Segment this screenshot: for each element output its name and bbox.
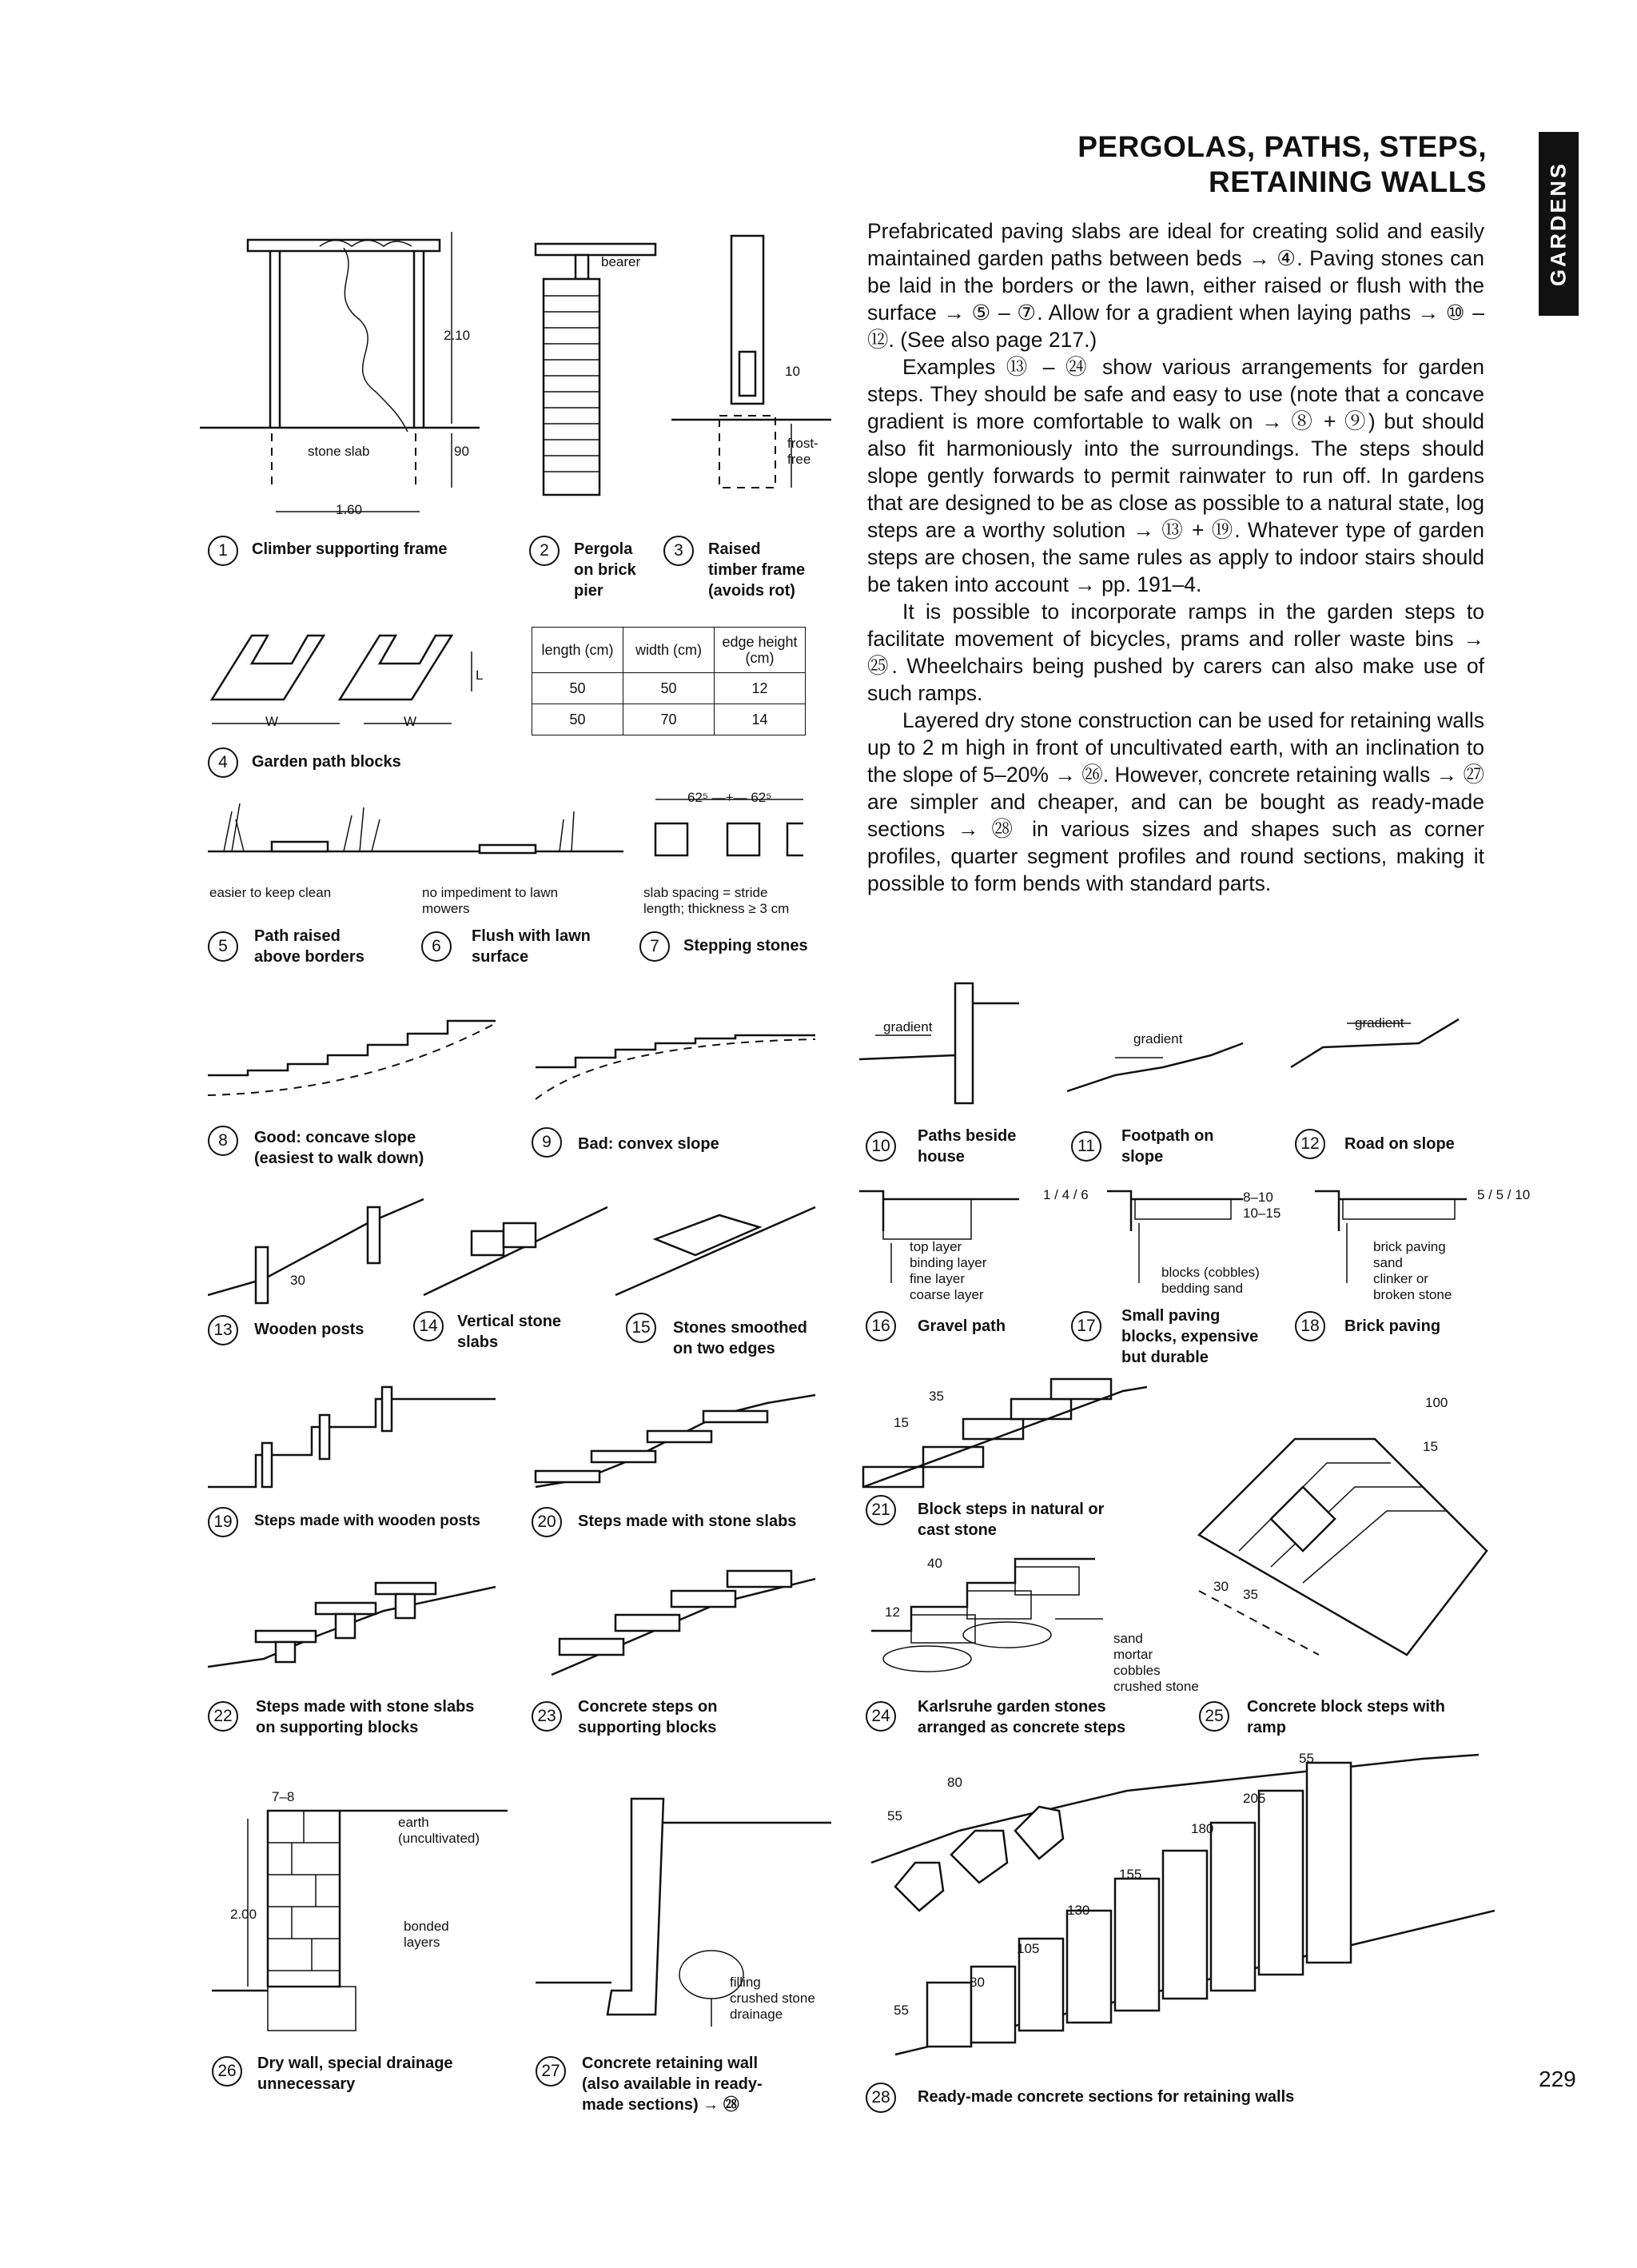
page-number: 229 <box>1539 2067 1576 2091</box>
fig23-number: 23 <box>532 1701 562 1732</box>
fig24-layer-labels: sand mortar cobbles crushed stone <box>1113 1631 1199 1694</box>
table-cell: 50 <box>623 673 715 704</box>
fig10-caption: Paths beside house <box>918 1127 1017 1166</box>
figure-22-23-drawing <box>208 1555 831 1683</box>
fig7-note: slab spacing = stride length; thickness ≥ 3 cm <box>643 885 790 916</box>
fig28-height-5: 155 <box>1119 1867 1142 1882</box>
fig4-caption: Garden path blocks <box>252 753 401 771</box>
fig9-number: 9 <box>532 1127 562 1158</box>
fig24-number: 24 <box>866 1701 896 1732</box>
fig1-stone-slab-label: stone slab <box>308 444 370 459</box>
fig28-height-1: 55 <box>894 2003 909 2018</box>
figure-10-12-drawing <box>859 979 1499 1115</box>
table-row <box>532 673 806 704</box>
fig28-height-6: 180 <box>1191 1821 1214 1836</box>
paragraph-4: Layered dry stone construction can be used for retaining walls up to 2 m high in front of uncultivated earth, with an inclination to the slope of 5–20% → ㉖. However, concrete retaining walls → ㉗ are simpler and cheaper, and can be bought as ready-made sections → ㉘ in various sizes and shapes such as corner profiles, quarter segment profiles and round sections, making it possible to form bends with standard parts. <box>867 708 1484 895</box>
title-line-2: RETAINING WALLS <box>1208 165 1487 198</box>
page-title <box>767 130 1487 200</box>
fig25-number: 25 <box>1199 1701 1229 1732</box>
title-line-1: PERGOLAS, PATHS, STEPS, <box>1077 130 1487 163</box>
fig17-layer-labels: blocks (cobbles) bedding sand <box>1161 1265 1260 1296</box>
fig14-caption: Vertical stone slabs <box>457 1313 562 1351</box>
fig18-caption: Brick paving <box>1344 1317 1441 1335</box>
fig11-number: 11 <box>1071 1131 1101 1162</box>
fig5-caption: Path raised above borders <box>254 927 364 966</box>
table-row <box>532 704 806 735</box>
fig25-caption: Concrete block steps with ramp <box>1247 1698 1445 1736</box>
fig1-caption: Climber supporting frame <box>252 540 448 558</box>
fig15-caption: Stones smoothed on two edges <box>673 1319 807 1357</box>
fig19-number: 19 <box>208 1507 238 1537</box>
fig4-l-dim: L <box>476 668 484 683</box>
fig27-caption: Concrete retaining wall (also available in ready- made sections) → ㉘ <box>582 2055 763 2114</box>
figure-28-drawing <box>863 1743 1495 2063</box>
fig27-number: 27 <box>536 2056 566 2087</box>
fig22-number: 22 <box>208 1701 238 1732</box>
fig4-number: 4 <box>208 747 238 778</box>
fig16-layer-labels: top layer binding layer fine layer coarse layer <box>910 1239 987 1302</box>
fig26-number: 26 <box>212 2056 242 2087</box>
fig24-width-dim: 40 <box>927 1556 942 1571</box>
table-header: edge height (cm) <box>715 628 806 673</box>
fig12-number: 12 <box>1295 1129 1325 1159</box>
fig7-caption: Stepping stones <box>683 937 808 955</box>
fig28-height-2: 80 <box>970 1975 985 1990</box>
fig16-dims: 1 / 4 / 6 <box>1043 1187 1089 1202</box>
fig13-dim: 30 <box>290 1273 305 1288</box>
fig14-number: 14 <box>413 1311 444 1341</box>
fig28-height-3: 105 <box>1017 1941 1040 1956</box>
fig8-number: 8 <box>208 1126 238 1156</box>
figure-4-drawing <box>204 628 500 731</box>
fig17-caption: Small paving blocks, expensive but durable <box>1121 1307 1259 1366</box>
fig26-earth-label: earth (uncultivated) <box>398 1815 480 1846</box>
figure-25-drawing <box>1191 1391 1495 1679</box>
fig2-caption: Pergola on brick pier <box>574 540 636 600</box>
paragraph-1: Prefabricated paving slabs are ideal for creating solid and easily maintained garden paths between beds → ④. Paving stones can be laid in the borders or the lawn, either raised or flush with the surface → ⑤ – ⑦. Allow for a gradient when laying paths → ⑩ – ⑫. (See also page 217.) <box>867 219 1484 352</box>
fig9-caption: Bad: convex slope <box>578 1135 719 1153</box>
fig25-dim-35: 35 <box>1243 1587 1258 1602</box>
fig11-caption: Footpath on slope <box>1121 1127 1214 1166</box>
table-cell: 50 <box>532 673 623 704</box>
fig5-number: 5 <box>208 931 238 962</box>
fig21-height-dim: 15 <box>894 1415 909 1430</box>
figure-21-drawing <box>859 1375 1163 1495</box>
table-header: length (cm) <box>532 628 623 673</box>
fig19-caption: Steps made with wooden posts <box>254 1513 480 1529</box>
fig1-number: 1 <box>208 536 238 566</box>
fig6-number: 6 <box>421 931 452 962</box>
section-tab <box>1539 132 1579 316</box>
fig26-height-dim: 2.00 <box>230 1907 257 1922</box>
path-blocks-table <box>532 627 806 735</box>
body-text <box>867 217 1484 897</box>
fig7-dims: 62⁵ —+— 62⁵ <box>687 790 772 805</box>
fig28-number: 28 <box>866 2083 896 2113</box>
fig1-height-dim: 2.10 <box>444 328 471 343</box>
fig11-gradient-label: gradient <box>1133 1031 1183 1046</box>
fig28-height-7: 205 <box>1243 1791 1266 1806</box>
fig12-gradient-label: gradient <box>1355 1015 1404 1030</box>
fig3-caption: Raised timber frame (avoids rot) <box>708 540 806 600</box>
fig25-dim-30: 30 <box>1213 1579 1229 1594</box>
fig4-w-dim-1: W <box>265 714 279 729</box>
fig1-depth-dim: 90 <box>454 444 469 459</box>
table-cell: 12 <box>715 673 806 704</box>
fig26-top-dim: 7–8 <box>272 1789 295 1804</box>
fig6-note: no impediment to lawn mowers <box>422 885 559 916</box>
fig1-width-dim: 1.60 <box>336 502 363 517</box>
fig26-caption: Dry wall, special drainage unnecessary <box>257 2055 453 2093</box>
paragraph-2: Examples ⑬ – ㉔ show various arrangements for garden steps. They should be safe and easy to use (note that a concave gradient is more comfortable to walk on → ⑧ + ⑨) but should also fit harmoniously into the surroundings. The steps should slope gently forwards to permit rainwater to run off. In gardens that are designed to be as close as possible to a natural state, log steps are a worthy solution → ⑬ + ⑲. Whatever type of garden steps are chosen, the same rules as apply to indoor stairs should be taken into account → pp. 191–4. <box>867 355 1484 596</box>
fig28-height-4: 130 <box>1067 1903 1090 1918</box>
fig28-height-9: 80 <box>947 1775 962 1790</box>
fig20-number: 20 <box>532 1507 562 1537</box>
fig21-width-dim: 35 <box>929 1389 944 1404</box>
fig24-height-dim: 12 <box>885 1604 900 1620</box>
paragraph-3: It is possible to incorporate ramps in the garden steps to facilitate movement of bicycles, prams and roller waste bins → ㉕. Wheelchairs being pushed by carers can also make use of such ramps. <box>867 600 1484 705</box>
fig17-dims: 8–10 10–15 <box>1243 1190 1281 1221</box>
fig18-layer-labels: brick paving sand clinker or broken stone <box>1373 1239 1452 1302</box>
figure-19-20-drawing <box>208 1375 831 1503</box>
section-tab-label: GARDENS <box>1546 161 1571 287</box>
fig22-caption: Steps made with stone slabs on supporting blocks <box>256 1698 475 1736</box>
table-header-row <box>532 628 806 673</box>
fig16-number: 16 <box>866 1311 896 1341</box>
fig13-caption: Wooden posts <box>254 1321 364 1338</box>
fig4-w-dim-2: W <box>404 714 417 729</box>
fig10-number: 10 <box>866 1131 896 1162</box>
fig6-caption: Flush with lawn surface <box>472 927 591 966</box>
fig8-caption: Good: concave slope (easiest to walk down) <box>254 1129 424 1167</box>
fig18-dims: 5 / 5 / 10 <box>1477 1187 1531 1202</box>
fig7-number: 7 <box>639 931 670 962</box>
fig24-caption: Karlsruhe garden stones arranged as concrete steps <box>918 1698 1126 1736</box>
fig18-number: 18 <box>1295 1311 1325 1341</box>
fig3-dim: 10 <box>785 364 800 379</box>
fig21-caption: Block steps in natural or cast stone <box>918 1501 1105 1539</box>
figure-8-9-drawing <box>208 1011 831 1107</box>
fig21-number: 21 <box>866 1495 896 1525</box>
figure-1-drawing <box>200 224 504 520</box>
fig5-note: easier to keep clean <box>209 885 332 900</box>
fig15-number: 15 <box>626 1313 656 1343</box>
fig26-bonded-label: bonded layers <box>404 1919 449 1950</box>
fig27-labels: filling crushed stone drainage <box>730 1975 815 2022</box>
fig28-caption: Ready-made concrete sections for retaining walls <box>918 2088 1295 2106</box>
table-cell: 50 <box>532 704 623 735</box>
fig25-dim-15: 15 <box>1423 1439 1438 1454</box>
table-cell: 14 <box>715 704 806 735</box>
fig2-number: 2 <box>529 536 560 566</box>
table-cell: 70 <box>623 704 715 735</box>
fig17-number: 17 <box>1071 1311 1101 1341</box>
fig28-height-8: 55 <box>887 1808 902 1824</box>
fig12-caption: Road on slope <box>1344 1135 1455 1153</box>
fig3-frost-label: frost- free <box>787 436 818 467</box>
fig23-caption: Concrete steps on supporting blocks <box>578 1698 718 1736</box>
fig3-number: 3 <box>663 536 694 566</box>
fig2-bearer-label: bearer <box>601 254 641 269</box>
fig13-number: 13 <box>208 1315 238 1345</box>
fig25-dim-100: 100 <box>1425 1395 1448 1410</box>
fig20-caption: Steps made with stone slabs <box>578 1513 797 1530</box>
table-header: width (cm) <box>623 628 715 673</box>
figure-13-15-drawing <box>208 1183 831 1311</box>
fig10-gradient-label: gradient <box>883 1019 933 1034</box>
figure-2-drawing <box>528 232 663 504</box>
fig28-width-dim: 55 <box>1299 1751 1314 1766</box>
fig16-caption: Gravel path <box>918 1317 1006 1335</box>
